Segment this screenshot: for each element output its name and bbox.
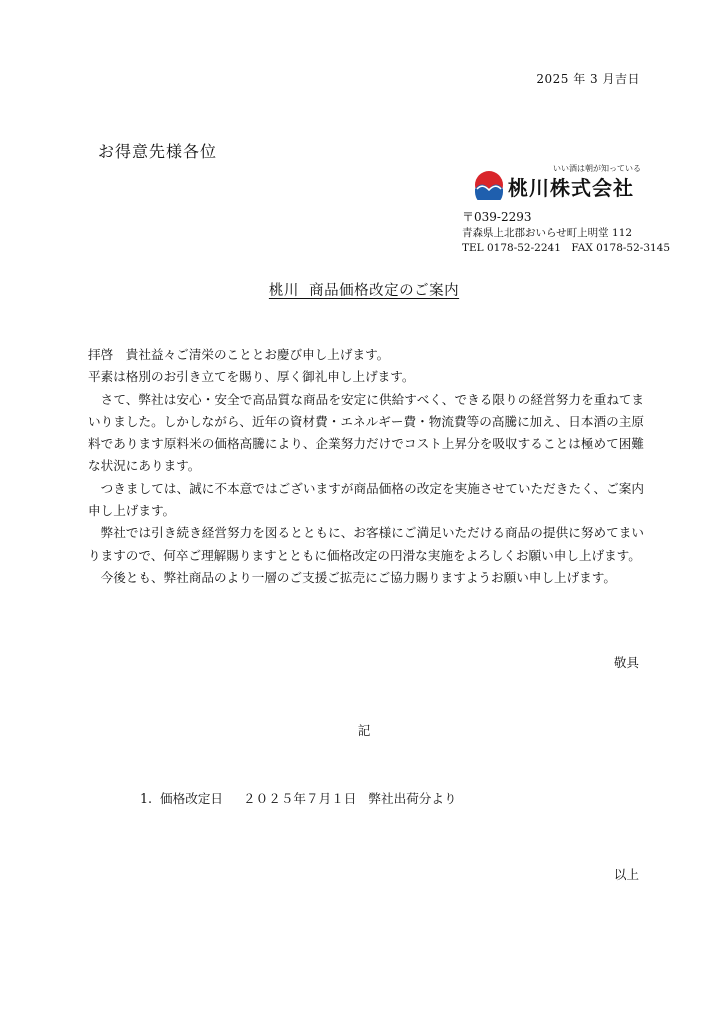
item-note: 弊社出荷分より [368, 791, 457, 806]
tel-fax: TEL 0178-52-2241 FAX 0178-52-3145 [462, 242, 671, 254]
body-paragraph: 平素は格別のお引き立てを賜り、厚く御礼申し上げます。 [88, 369, 415, 385]
price-revision-item [140, 788, 457, 807]
company-logo-icon [474, 170, 504, 200]
body-paragraph: 今後とも、弊社商品のより一層のご支援ご拡売にご協力賜りますようお願い申し上げます。 [88, 569, 616, 585]
closing-keigu: 敬具 [613, 655, 639, 670]
item-date: ２０２５年７月１日 [243, 791, 357, 806]
letter-body [88, 344, 644, 589]
company-address: 青森県上北郡おいらせ町上明堂 112 [462, 227, 633, 239]
item-number: 1. [140, 791, 153, 806]
body-paragraph: 弊社では引き続き経営努力を図るとともに、お客様にご満足いただける商品の提供に努めてまいりますので、何卒ご理解賜りますとともに価格改定の円滑な実施をよろしくお願い申し上げます。 [88, 525, 644, 563]
document-date: 2025 年 3 月吉日 [536, 72, 640, 86]
company-name: 桃川株式会社 [508, 176, 634, 200]
item-label: 価格改定日 [160, 791, 224, 806]
body-paragraph: さて、弊社は安心・安全で高品質な商品を安定に供給すべく、できる限りの経営努力を重ねてまいりました。しかしながら、近年の資材費・エネルギー費・物流費等の高騰に加え、日本酒の主原料であります原料米の価格高騰により、企業努力だけでコスト上昇分を吸収することは極めて困難な状況にあります。 [88, 391, 644, 474]
body-paragraph: つきましては、誠に不本意ではございますが商品価格の改定を実施させていただきたく、ご案内申し上げます。 [88, 480, 644, 519]
body-paragraph: 拝啓 貴社益々ご清栄のこととお慶び申し上げます。 [88, 347, 390, 362]
document-title-wrap [0, 279, 728, 300]
closing-ijou: 以上 [613, 867, 639, 882]
company-tagline: いい酒は朝が知っている [553, 164, 641, 173]
document-title: 桃川 商品価格改定のご案内 [268, 283, 460, 299]
postal-code: 〒039-2293 [462, 210, 532, 224]
ki-heading: 記 [357, 723, 371, 738]
addressee: お得意先様各位 [98, 142, 218, 161]
